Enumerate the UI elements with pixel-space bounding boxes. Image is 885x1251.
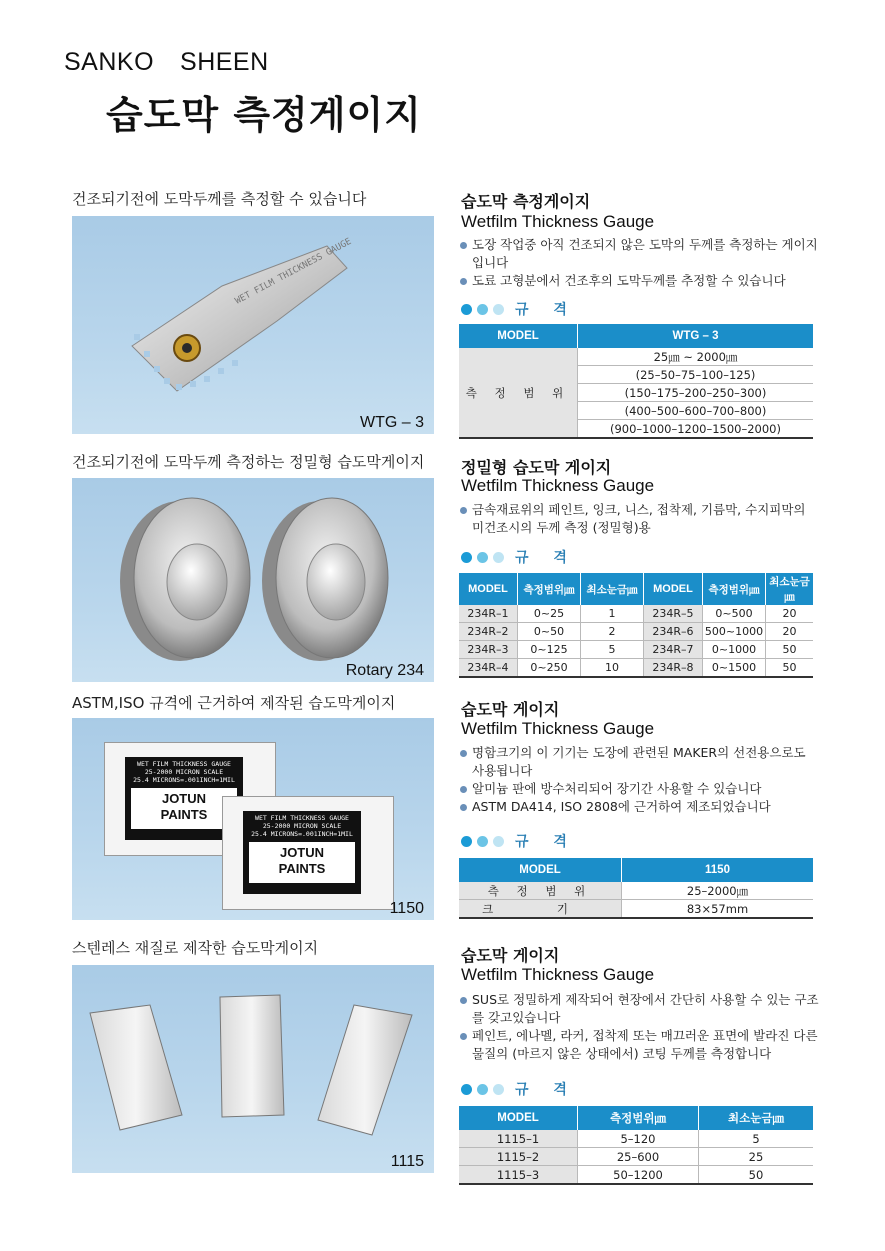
product-3-photo-label: 1150: [389, 900, 424, 917]
table-cell: 50–1200: [578, 1166, 699, 1185]
bullet-item: 도료 고형분에서 건조후의 도막두께를 추정할 수 있습니다: [460, 272, 820, 290]
table-cell: (150–175–200–250–300): [578, 384, 814, 402]
table-cell: 83×57mm: [622, 900, 814, 919]
brand-sanko: SANKO: [64, 48, 155, 76]
col-model: MODEL: [459, 858, 622, 882]
product-1-photo: [72, 216, 434, 434]
card-brand: PAINTS: [160, 807, 208, 822]
product-2-name: 정밀형 습도막 게이지: [461, 458, 612, 477]
dot-icon: [461, 552, 472, 563]
table-cell: 0~500: [703, 605, 766, 623]
table-cell: 0~1500: [703, 659, 766, 678]
table-cell: 25–600: [578, 1148, 699, 1166]
table-cell: 20: [766, 605, 814, 623]
table-cell: 0~1000: [703, 641, 766, 659]
brand-sheen: SHEEN: [180, 48, 269, 76]
card-text: WET FILM THICKNESS GAUGE: [255, 814, 349, 822]
product-4-spec-table: [459, 1106, 813, 1185]
table-cell: 1115–3: [459, 1166, 578, 1185]
product-4-bullets: [460, 991, 820, 1063]
col-value: 1150: [622, 858, 814, 882]
table-cell: 2: [581, 623, 644, 641]
dot-icon: [493, 552, 504, 563]
product-3-caption: ASTM,ISO 규격에 근거하여 제작된 습도막게이지: [72, 694, 396, 712]
col-header: 측정범위㎛: [518, 573, 581, 605]
card-brand: PAINTS: [278, 861, 326, 876]
dot-icon: [477, 1084, 488, 1095]
col-header: 최소눈금㎛: [766, 573, 814, 605]
dot-icon: [493, 836, 504, 847]
table-cell: 50: [766, 659, 814, 678]
table-cell: 234R–1: [459, 605, 518, 623]
table-cell: 측 정 범 위: [459, 882, 622, 900]
table-row: [459, 900, 813, 919]
col-header: 최소눈금㎛: [581, 573, 644, 605]
card-text: 25-2000 MICRON SCALE: [144, 768, 224, 776]
spec-label: 규 격: [515, 1082, 577, 1098]
card-text: WET FILM THICKNESS GAUGE: [137, 760, 231, 768]
table-cell: 500~1000: [703, 623, 766, 641]
product-3-spec-table: [459, 858, 813, 919]
table-cell: 25㎛ ~ 2000㎛: [578, 348, 814, 366]
dot-icon: [477, 304, 488, 315]
table-row: [459, 1130, 813, 1148]
dot-icon: [461, 304, 472, 315]
gauge-card-front: [222, 796, 394, 910]
product-2-photo: [72, 478, 434, 682]
product-3-name: 습도막 게이지: [461, 700, 560, 719]
product-2-spec-table: [459, 573, 813, 678]
product-4-name: 습도막 게이지: [461, 946, 560, 965]
table-cell: 234R–5: [644, 605, 703, 623]
product-4-photo: [72, 965, 434, 1173]
dot-icon: [461, 1084, 472, 1095]
table-cell: 5: [581, 641, 644, 659]
col-value: WTG – 3: [578, 324, 814, 348]
svg-text:WET FILM THICKNESS GAUGE: WET FILM THICKNESS GAUGE: [233, 236, 354, 307]
product-3-sub: Wetfilm Thickness Gauge: [461, 719, 655, 738]
table-row: [459, 659, 813, 678]
table-row: [459, 641, 813, 659]
brand: [64, 48, 269, 77]
table-row: [459, 882, 813, 900]
table-cell: 234R–3: [459, 641, 518, 659]
bullet-item: ASTM DA414, ISO 2808에 근거하여 제조되었습니다: [460, 798, 820, 816]
jotun-logo: [249, 842, 355, 883]
col-header: 최소눈금㎛: [699, 1106, 814, 1130]
table-cell: 20: [766, 623, 814, 641]
spec-label: 규 격: [515, 834, 577, 850]
col-header: MODEL: [459, 1106, 578, 1130]
product-1-photo-label: WTG – 3: [359, 414, 424, 431]
table-cell: 0~125: [518, 641, 581, 659]
table-cell: 크 기: [459, 900, 622, 919]
bullet-item: 도장 작업중 아직 건조되지 않은 도막의 두께를 측정하는 게이지입니다: [460, 236, 820, 272]
product-3-spec-heading: [461, 831, 577, 851]
product-4-caption: 스텐레스 재질로 제작한 습도막게이지: [72, 939, 319, 957]
product-4-spec-heading: [461, 1079, 577, 1099]
bullet-item: 알미늄 판에 방수처리되어 장기간 사용할 수 있습니다: [460, 780, 820, 798]
product-4-photo-label: 1115: [390, 1153, 424, 1170]
product-2-photo-label: Rotary 234: [345, 662, 424, 679]
col-header: 측정범위㎛: [703, 573, 766, 605]
table-cell: 10: [581, 659, 644, 678]
card-text: 25.4 MICRONS=.001INCH=1MIL: [133, 776, 235, 784]
table-cell: (400–500–600–700–800): [578, 402, 814, 420]
table-cell: 25: [699, 1148, 814, 1166]
wtg3-gauge-image: [72, 216, 434, 434]
dot-icon: [493, 304, 504, 315]
table-cell: 5–120: [578, 1130, 699, 1148]
table-cell: 50: [699, 1166, 814, 1185]
bullet-item: 금속재료위의 페인트, 잉크, 니스, 접착제, 기름막, 수지피막의 미건조시의 두께 측정 (정밀형)용: [460, 501, 820, 537]
table-cell: 234R–6: [644, 623, 703, 641]
page-title: 습도막 측정게이지: [106, 93, 422, 137]
dot-icon: [477, 552, 488, 563]
product-2-spec-heading: [461, 547, 577, 567]
col-header: MODEL: [459, 573, 518, 605]
table-cell: 234R–4: [459, 659, 518, 678]
table-row: [459, 1166, 813, 1185]
product-2-sub: Wetfilm Thickness Gauge: [461, 476, 655, 495]
card-text: 25.4 MICRONS=.001INCH=1MIL: [251, 830, 353, 838]
spec-label: 규 격: [515, 550, 577, 566]
table-cell: 25–2000㎛: [622, 882, 814, 900]
product-1-spec-table: [459, 324, 813, 439]
table-cell: (900–1000–1200–1500–2000): [578, 420, 814, 439]
table-cell: (25–50–75–100–125): [578, 366, 814, 384]
table-cell: 0~250: [518, 659, 581, 678]
card-label: [243, 811, 361, 894]
product-1-bullets: [460, 236, 820, 290]
product-1-caption: 건조되기전에 도막두께를 측정할 수 있습니다: [72, 190, 367, 208]
product-2-bullets: [460, 501, 820, 537]
rotary-gauge-image: [72, 478, 434, 682]
table-row: [459, 605, 813, 623]
bullet-item: 명함크기의 이 기기는 도장에 관련된 MAKER의 선전용으로도 사용됩니다: [460, 744, 820, 780]
table-row: [459, 623, 813, 641]
spec-label: 규 격: [515, 302, 577, 318]
table-cell: 1: [581, 605, 644, 623]
table-cell: 1115–2: [459, 1148, 578, 1166]
table-cell: 50: [766, 641, 814, 659]
table-cell: 1115–1: [459, 1130, 578, 1148]
product-1-spec-heading: [461, 299, 577, 319]
product-4-sub: Wetfilm Thickness Gauge: [461, 965, 655, 984]
bullet-item: 페인트, 에나멜, 라커, 접착제 또는 매끄러운 표면에 발라진 다른 물질의 (마르지 않은 상태에서) 코팅 두께를 측정합니다: [460, 1027, 820, 1063]
card-brand: JOTUN: [279, 845, 325, 860]
table-cell: 234R–8: [644, 659, 703, 678]
col-header: 측정범위㎛: [578, 1106, 699, 1130]
product-2-caption: 건조되기전에 도막두께 측정하는 정밀형 습도막게이지: [72, 453, 425, 471]
product-1-sub: Wetfilm Thickness Gauge: [461, 212, 655, 231]
table-cell: 234R–2: [459, 623, 518, 641]
table-cell: 0~25: [518, 605, 581, 623]
dot-icon: [477, 836, 488, 847]
table-cell: 5: [699, 1130, 814, 1148]
product-3-photo: [72, 718, 434, 920]
row-label: 측 정 범 위: [459, 348, 578, 438]
stainless-gauge-image: [72, 965, 434, 1173]
table-cell: 0~50: [518, 623, 581, 641]
product-3-bullets: [460, 744, 820, 816]
card-brand: JOTUN: [161, 791, 207, 806]
dot-icon: [461, 836, 472, 847]
card-text: 25-2000 MICRON SCALE: [262, 822, 342, 830]
table-cell: 234R–7: [644, 641, 703, 659]
col-model: MODEL: [459, 324, 578, 348]
col-header: MODEL: [644, 573, 703, 605]
product-1-name: 습도막 측정게이지: [461, 192, 591, 211]
dot-icon: [493, 1084, 504, 1095]
table-row: [459, 1148, 813, 1166]
bullet-item: SUS로 정밀하게 제작되어 현장에서 간단히 사용할 수 있는 구조를 갖고있습니다: [460, 991, 820, 1027]
